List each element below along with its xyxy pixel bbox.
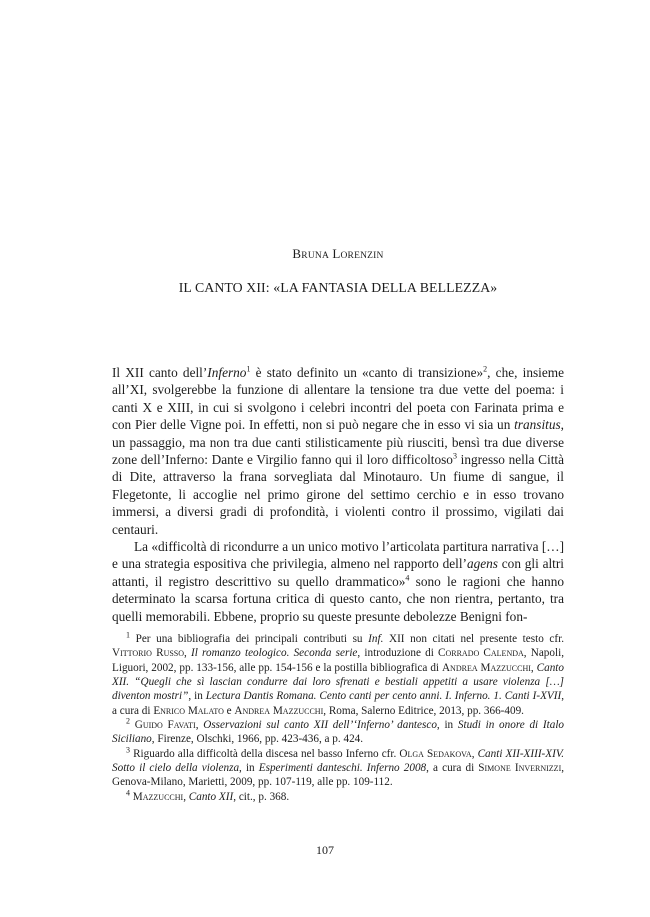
paragraph: La «difficoltà di ricondurre a un unico motivo l’articolata partitura narrativa […] e una strategia espositiva che privilegia, almeno nel rapporto dell’agens con gli altri attanti, il registro descrittivo su quello drammatico»$^4$ sono le ragioni che hanno determinato la scarsa fortuna critica di questo canto, che non rientra, pertanto, tra quelli memorabili. Ebbene, proprio su queste presunte debolezze Benigni fon- [112, 539, 564, 624]
chapter-title: IL CANTO XII: «LA FANTASIA DELLA BELLEZZA» [178, 280, 498, 295]
body-text [112, 364, 564, 625]
footnote-ref[interactable]: 3 [452, 451, 457, 461]
footnote-ref[interactable]: 1 [246, 364, 251, 374]
footnote-ref[interactable]: 4 [405, 573, 410, 583]
footnotes [112, 632, 564, 804]
footnote: $^3$ Riguardo alla difficoltà della discesa nel basso Inferno cfr. Olga Sedakova, Canti XII-XIII-XIV. Sotto il cielo della violenza, in Esperimenti danteschi. Inferno 2008, a cura di Simone Invernizzi, Genova-Milano, Marietti, 2009, pp. 107-119, alle pp. 109-112. [112, 745, 565, 789]
footnote: $^2$ Guido Favati, Osservazioni sul canto XII dell’‘Inferno’ dantesco, in Studi in onore di Italo Siciliano, Firenze, Olschki, 1966, pp. 423-436, a p. 424. [112, 716, 565, 746]
footnote: $^4$ Mazzucchi, Canto XII, cit., p. 368. [126, 788, 290, 803]
footnote-ref[interactable]: 2 [483, 364, 488, 374]
paragraph: Il XII canto dell’Inferno$^1$ è stato definito un «canto di transizione»$^2$, che, insieme all’XI, svolgerebbe la funzione di allentare la tensione tra due vette del poema: i canti X e XIII, in cui si svolgono i celebri incontri del poeta con Farinata prima e con Pier delle Vigne poi. In effetti, non si può negare che in esso vi sia un transitus, un passaggio, ma non tra due canti stilisticamente più riusciti, bensì tra due diverse zone dell’Inferno: Dante e Virgilio fanno qui il loro difficoltoso$^3$ ingresso nella Città di Dite, attraverso la frana sorvegliata dal Minotauro. Un fiume di sangue, il Flegetonte, li accoglie nel primo girone del settimo cerchio e in esso trovano immersi, a diversi gradi di profondità, i violenti contro il prossimo, vigilati dai centauri. [112, 364, 564, 537]
page-number: 107 [316, 843, 334, 857]
footnote: $^1$ Per una bibliografia dei principali contributi su Inf. XII non citati nel presente testo cfr. Vittorio Russo, Il romanzo teologico. Seconda serie, introduzione di Corrado Calenda, Napoli, Liguori, 2002, pp. 133-156, alle pp. 154-156 e la postilla bibliografica di Andrea Mazzucchi, Canto XII. “Quegli che sì lascian condurre dai loro sfrenati e bestiali appetiti a usare violenza […] diventon mostri”, in Lectura Dantis Romana. Cento canti per cento anni. I. Inferno. 1. Canti I-XVII, a cura di Enrico Malato e Andrea Mazzucchi, Roma, Salerno Editrice, 2013, pp. 366-409. [112, 630, 565, 717]
author-name: BRUNA LORENZIN [292, 246, 384, 261]
